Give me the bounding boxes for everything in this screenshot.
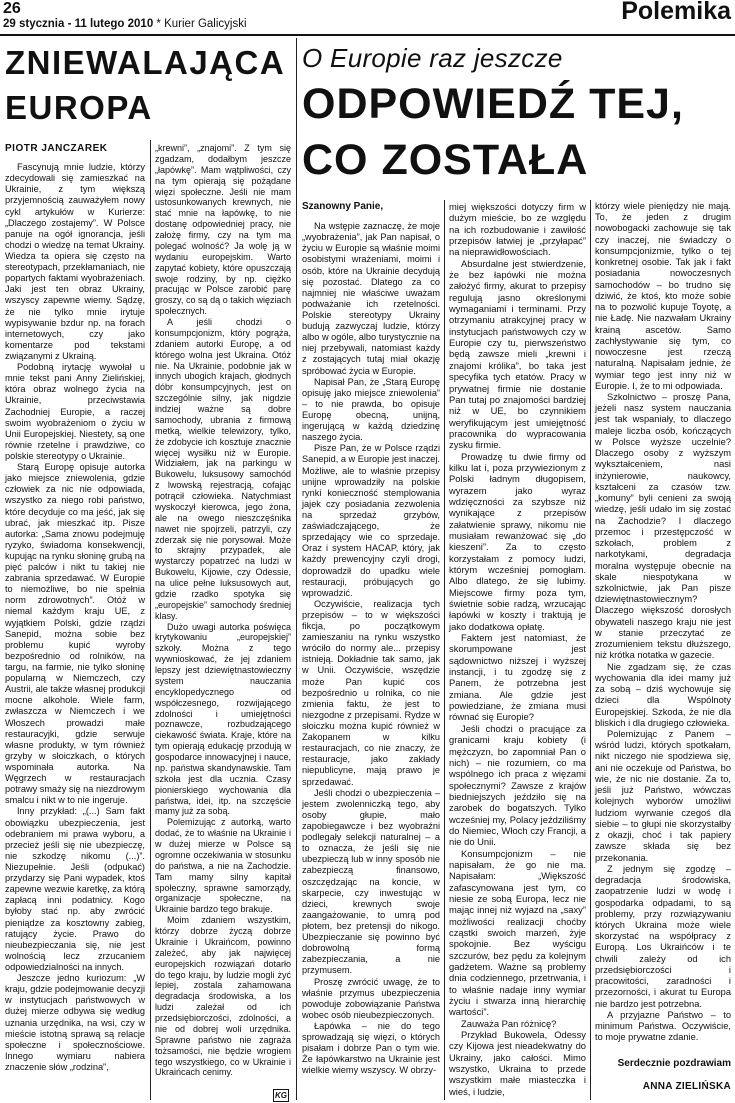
right-column-1 xyxy=(302,201,440,1077)
paragraph: Szkolnictwo – proszę Pana, jeżeli nasz system nauczania jest tak wspaniały, to dlaczego maleje liczba osób, kończących w Polsce wyższe uczelnie? Dlaczego osoby z wyższym wykształceniem, nasi inżynierowie, naukowcy, kształceni za czasów tzw. „komuny” byli cenieni za swoją wiedzę, jeśli udało im się zostać na Zachodzie? I dlaczego przemoc i przestępczość w szkołach, problem z narkotykami, degradacja moralna występuje obecnie na skale niespotykana w szkolnictwie, jak Pan pisze dziewiętnastowiecznym? Dlaczego większość dorosłych obywateli naszego kraju nie jest w stanie przeczytać ze zrozumieniem tekstu dłuższego, niż krótka notatka w gazecie. xyxy=(595,391,731,661)
paragraph: Nie zgadzam się, że czas wychowania dla idei mamy już za sobą – dziś wychowuje się dzieci dla Wspólnoty Europejskiej. Szkoda, że nie dla bliskich i dla drugiego człowieka. xyxy=(595,661,731,728)
paragraph: Proszę zwrócić uwagę, że to właśnie przymus ubezpieczenia powoduje zobowiązanie Państwa wobec osób nieubezpieczonych. xyxy=(302,976,440,1020)
paragraph: Łapówka – nie do tego sprowadzają się więzi, o których pisałam i dobrze Pan o tym wie. Że łapówkarstwo na Ukrainie jest wielkie wiemy wszyscy. W obrzy- xyxy=(302,1020,440,1076)
closing-line: Serdecznie pozdrawiam xyxy=(617,1057,731,1069)
kurier-logo: KG xyxy=(275,1091,287,1100)
paragraph: Prowadzę tu dwie firmy od kilku lat i, poza przywiezionym z Polski ładnym długopisem, wyrazem jako wyraz wdzięczności za szybsze niż wynikające z przepisów załatwienie sprawy, nikomu nie musiałam rewanżować się „do kieszeni”. Za to często korzystałam z pomocy ludzi, którym wcześniej pomogłam. Albo dlatego, że się lubimy. Miejscowe firmy poza tym, świetnie sobie radzą, wrzucając łapówki w koszty i traktują je jako dodatkowa opłatę. xyxy=(449,450,586,632)
paragraph: Fascynują mnie ludzie, którzy zdecydowali się zamieszkać na Ukrainie, z tym większą przyjemnością zauważyłem nowy cykl artykułów w Kurierze: „Dlaczego zostajemy”. W Polsce panuje na ogół ignorancja, jeśli chodzi o wiedzę na temat Ukrainy. Wiedza ta opiera się często na stereotypach, przekłamaniach, nie popartych faktami wyobrażeniach. Jaki jest ten obraz Ukrainy, wszyscy zapewne wiemy. Sądzę, że nie tylko mnie irytuje wypisywanie bzdur np. na forach internetowych, czy jako komentarze pod tekstami związanymi z Ukrainą. xyxy=(5,162,145,361)
issue-date-line xyxy=(3,18,247,30)
date-separator: * xyxy=(153,18,165,30)
paragraph: Jeśli chodzi o ubezpieczenia – jestem zwolenniczką tego, aby osoby głupie, mało zapobiegawcze i bez wyobraźni podlegały selekcji naturalnej – a to oznacza, że jeśli się nie ubezpieczą lub w inny sposób nie zabezpieczą finansowo, oszczędzając na koncie, w skarpecie, czy inwestując w dzieci, krewnych swoje zaangażowanie, to umrą pod płotem, bez pretensji do nikogo. Ubezpieczanie się powinno być dobrowolną formą zabezpieczania, a nie przymusem. xyxy=(302,787,440,976)
paragraph: Na wstępie zaznaczę, że moje „wyobrażenia”, jak Pan napisał, o życiu w Europie są właśnie moimi osobistymi wrażeniami, moimi i osób, które na Ukrainie decydują się pozostać. Dlatego za co najmniej nie właściwe uważam podważanie ich rzetelności. Polskie stereotypy Ukrainy budują zazwyczaj ludzie, którzy albo w ogóle, albo turystycznie na niej przebywali, natomiast każdy z zostających tutaj miał okazję spróbować życia w Europie. xyxy=(302,221,440,376)
greeting: Szanowny Panie, xyxy=(302,201,384,212)
signature: ANNA ZIELIŃSKA xyxy=(642,1080,731,1092)
paragraph: „krewni”, „znajomi”. Z tym się zgadzam, dodałbym jeszcze „łapówkę”. Mam wątpliwości, czy na tym opierają się pożądane więzi społeczne. Jeśli nie mam ustosunkowanych krewnych, nie stać mnie na łapówkę, to nie dostanę odpowiedniej pracy, nie założę firmy, czy na tym ma polegać wolność? Ja wolę ją w wydaniu europejskim. Warto zapytać kobiety, które opuszczają swoje rodziny, by np. ciężko pracując w Polsce zarobić parę groszy, co są dą o takich więziach społecznych. xyxy=(155,143,291,317)
paragraph: A jeśli chodzi o konsumpcjonizm, który pogrąża, zdaniem autorki Europę, a od którego wolna jest Ukraina. Otóż nie. Na Ukrainie, podobnie jak w innych ubogich krajach, głodnych dóbr konsumpcyjnych, jest on szczególnie silny, jak nigdzie indziej ważne są dobre samochody, ubrania z firmową metką, wielkie telewizory, tylko, że zdobycie ich kosztuje znacznie więcej wysiłku niż w Europie. Widziałem, jak na parkingu w Bukowelu, luksusowy samochód z lwowską rejestracją, cofając potrącił człowieka. Natychmiast wyskoczył kierowca, jego żona, ale na owego nieszczęśnika nawet nie spojrzeli, patrzyli, czy zderzak się nie porysował. Może to skrajny przypadek, ale wystarczy popatrzeć na ludzi w Bukowelu, Kijowie, czy Odessie, na ulice pełne luksusowych aut, gdzie rzadko spotyka się „europejskie” samochody średniej klasy. xyxy=(155,317,291,621)
author-byline: PIOTR JANCZAREK xyxy=(5,143,108,154)
left-column-2 xyxy=(155,143,291,1078)
header-rule xyxy=(0,34,735,36)
section-title: Polemika xyxy=(621,0,731,25)
paragraph: Podobną irytację wywołał u mnie tekst pani Anny Zielińskiej, która obraz wolnego życia na Ukrainie, przeciwstawia Zachodniej Europie, a raczej swoim wyobrażeniom o życiu w Unii Europejskiej. Niestety, są one równie rzetelne i prawdziwe, co polskie stereotypy o Ukrainie. xyxy=(5,362,145,461)
article-divider xyxy=(296,38,297,1100)
right-column-3 xyxy=(595,201,731,1092)
paragraph: Absurdalne jest stwierdzenie, że bez łapówki nie można założyć firmy, akurat to przepisy regulują jasno określonymi wymaganiami i terminami. Przy otrzymaniu atrakcyjnej pracy w instytucjach państwowych czy w Europie czy tu, pierwszeństwo będą zawsze mieli „krewni i znajomi królika”, bo taka jest specyfika tych etatów. Pracy w prywatnej firmie nie dostanie Pan tutaj po znajomości bardziej niż w UE, bo czynnikiem weryfikującym jest umiejętność pracownika do wypracowania zysku firmie. xyxy=(449,257,586,451)
right-column-2 xyxy=(449,201,586,1097)
paragraph: A przyjazne Państwo – to minimum Państwa. Oczywiście, to moje prywatne zdanie. xyxy=(595,1009,731,1043)
column-rule xyxy=(150,140,151,1100)
left-column-1 xyxy=(5,143,145,1073)
paragraph: Zauważa Pan różnicę? xyxy=(461,1017,557,1029)
right-subheadline: O Europie raz jeszcze xyxy=(302,43,563,73)
paragraph: Moim zdaniem wszystkim, którzy dobrze życzą dobrze Ukrainie i Ukraińcom, powinno zależeć, aby jak najwięcej europejskich rozwiązań dotarło do tego kraju, by ludzie mogli żyć lepiej, zostala zahamowana degradacja środowiska, a los ludzi zależał od ich przedsiębiorczości, zdolności, a nie od dobrej woli urzędnika. Sprawne państwo nie zagraża tożsamości, nie będzie wrogiem tego wszystkiego, co w Ukrainie i Ukraińcach cenimy. xyxy=(155,915,291,1078)
column-rule xyxy=(444,200,445,1100)
paragraph: Jeszcze jedno kuriozum: „W kraju, gdzie podejmowanie decyzji w instytucjach państwowych w dużej mierze odbywa się według uznania urzędnika, na wsi, czy w mieście istotną sprawą są relacje społeczne i społecznościowe. Innego wymiaru nabiera znaczenie słów „rodzina”, xyxy=(5,973,145,1072)
paragraph: Konsumpcjonizm – nie napisałam, że go nie ma. Napisałam: „Większość zafascynowana jest tym, co niesie ze sobą Europa, lecz nie mając innej niż wyjazd na „saxy” możliwości realizacji choćby cząstki swoich marzeń, żyje spokojnie. Bez wyścigu szczurów, bez pędu za kolejnym gadżetem. Ważne są problemy dnia codziennego, przetrwania, i to właśnie nadaje inny wymiar życiu i stwarza inną hierarchię wartości”. xyxy=(449,847,586,1018)
paragraph: Pisze Pan, że w Polsce rządzi Sanepid, a w Europie jest inaczej. Możliwe, ale to właśnie przepisy unijne wprowadziły na polskie rynki konieczność stemplowania jajek czy posiadania zezwolenia na sprzedaż grzybów, zaświadczającego, że sprzedający wie co sprzedaje. Oraz i system HACAP, który, jak każdy prewencyjny czyli drogi, doprowadził do upadku wiele restauracji, próbujących go wprowadzić. xyxy=(302,443,440,598)
column-rule xyxy=(590,200,591,1100)
paragraph: Przykład Bukowela, Odessy czy Kijowa jest nieadekwatny do Ukrainy, jako całości. Mimo wszystko, Ukraina to przede wszystkim małe miasteczka i wieś, i ludzie, xyxy=(449,1029,586,1097)
issue-date: 29 stycznia - 11 lutego 2010 xyxy=(3,18,154,30)
paragraph: Starą Europę opisuje autorka jako miejsce zniewolenia, gdzie człowiek za nic nie odpowiada, wszystko za niego robi państwo, które decyduje co ma jeść, jak się ubrać, jak mieszkać itp. Pisze autorka: „Sama znowu podejmuję ryzyko, świadoma konsekwencji, kupując na rynku słoninę grubą na pięć palców i nikt tu takiej nie zabrania sprzedawać. W Europie to niemożliwe, bo nie spełnia norm zdrowotnych”. Otóż w niemal każdym kraju UE, z wyjątkiem Polski, gdzie rządzi Sanepid, można sobie bez problemu kupić wyroby bezpośrednio od rolników, na targu, na farmie, nie tylko słoninę popularną w Niemczech, czy Austrii, ale także własnej produkcji mocne alkohole. Wiele farm, zwłaszcza w Niemczech i we Włoszech prowadzi małe restauracyjki, gdzie serwuje własne produkty, w tym również grzyby w słoiczkach, o których wspominała autorka. Na Węgrzech w restauracjach potrawy smaży się na niezdrowym smalcu i nikt w to nie ingeruje. xyxy=(5,462,145,806)
paragraph: Jeśli chodzi o pracujące za granicami kraju kobiety (i mężczyzn, bo zapomniał Pan o nich) – nie rozumiem, co ma wspólnego ich praca z więzami społecznymi? Zawsze z krajów biedniejszych jeździło się na zarobek do bogatszych. Tylko wcześniej my, Polacy jeździliśmy do Niemiec, Włoch czy Francji, a nie do Unii. xyxy=(449,722,586,848)
paragraph: Dużo uwagi autorka poświęca krytykowaniu „europejskiej” szkoły. Można z tego wywnioskować, że jej zdaniem lepszy jest dziewiętnastowieczny system nauczania encyklopedycznego od współczesnego, rozwijającego zdolności i umiejętności poznawcze, rozbudzającego ciekawość świata. Kraje, które na tym opierają edukację przodują w gospodarce innowacyjnej i nauce, np. państwa skandynawskie. Tam szkoła jest dla ucznia. Czasy pionierskiego wychowania dla państwa, idei, itp. na szczęście mamy już za sobą. xyxy=(155,621,291,817)
paragraph: Faktem jest natomiast, że skorumpowane jest sądownictwo niższej i wyższej instancji, i tu zgodzę się z Panem, że potrzebna jest zmiana. Ale gdzie jest powiedziane, że zmiana musi równać się Europie? xyxy=(449,632,586,723)
paragraph: Oczywiście, realizacja tych przepisów – to w większości fikcja, po początkowym zamieszaniu na rynku wszystko wróciło do normy ale... przepisy istnieją. Dokładnie tak samo, jak w Unii. Oczywiście, wszędzie może Pan kupić cos bezpośrednio u rolnika, co nie zmienia faktu, że jest to niezgodne z przepisami. Rydze w słoiczku można kupić również w Zakopanem w kilku restauracjach, co nie znaczy, że restauracje, jako zakłady niepublicyne, mają prawo je sprzedawać. xyxy=(302,598,440,787)
paragraph: którzy wiele pieniędzy nie mają. To, że jeden z drugim nowobogacki zachowuje się tak czy inaczej, nie świadczy o konsumpcjonizmie, tylko o tej konkretnej osobie. Tak jak i fakt posiadania nowoczesnych samochodów – bo trudno się dziwić, że ktoś, kto może sobie na to pozwolić kupuje Toyotę, a nie Ładę. Nie nazwałam Ukrainy krainą ascetów. Samo zachłystywanie się tym, co nowoczesne jest rzeczą naturalną. Napisałam jednie, że wymiar tego jest inny niż w Europie. I, że to mi odpowiada. xyxy=(595,201,731,391)
left-headline: ZNIEWALAJĄCA EUROPA xyxy=(5,44,284,126)
paragraph: miej większości dotyczy firm w dużym mieście, bo ze względu na ich rozbudowanie i zawiłość przepisów łatwiej je „przyłapać” na nieprawidłowościach. xyxy=(449,201,586,258)
paragraph: Napisał Pan, że „Starą Europę opisuję jako miejsce zniewolenia” – to nie prawda, bo opisuje Europę obecną, unijną, ingerującą w każdą dziedzinę naszego życia. xyxy=(302,376,440,443)
page-number: 26 xyxy=(3,0,21,17)
paragraph: Polemizując z Panem – wśród ludzi, których spotkałam, nikt niczego nie spodziewa się, ani nie oczekuje od Państwa, bo wie, że nic nie dostanie. Za to, jeśli już Państwo, wówczas kolejnych wyborów umożliwi ludziom wyrwanie czegoś dla siebie – to głupi nie skorzystałby z okazji, choć i tak papiery zawsze składa się bez przekonania. xyxy=(595,729,731,863)
right-headline: ODPOWIEDŹ TEJ, CO ZOSTAŁA xyxy=(302,80,684,184)
newspaper-name: Kurier Galicyjski xyxy=(164,18,247,30)
paragraph: Polemizując z autorką, warto dodać, że to właśnie na Ukrainie i w dużej mierze w Polsce są ogromne oczekiwania w stosunku do państwa, a nie na Zachodzie. Tam mamy silny kapitał społeczny, sprawne samorządy, organizacje społeczne, na Ukrainie bardzo tego brakuje. xyxy=(155,817,291,915)
paragraph: Inny przykład: „(...) Sam fakt obowiązku ubezpieczenia, jest odebraniem mi prawa wyboru, a przecież jeśli się nie ubezpieczę, nie szkodzę nikomu (...)”. Niezupełnie. Jeśli (odpukać) przydarzy się Pani wypadek, ktoś zapewne wezwie karetkę, za którą zapłacą inni podatnicy. Kogo byłoby stać np. aby zwrócić pieniądze za kosztowny zabieg, ratujący życie. Prawo do nieubezpieczania się, nie jest wolnością lecz zrzucaniem odpowiedzialności na innych. xyxy=(5,806,145,972)
paragraph: Z jednym się zgodzę – degradacja środowiska, zaopatrzenie ludzi w wodę i gospodarka odpadami, to są problemy, przy rozwiązywaniu których Ukraina może wiele skorzystać na współpracy z Europą. Los Ukraińców i te chwili zależy od ich przedsiębiorczości i pracowitości, zaradności i przezorności, i akurat tu Europa nie bardzo jest potrzebna. xyxy=(595,863,731,1009)
